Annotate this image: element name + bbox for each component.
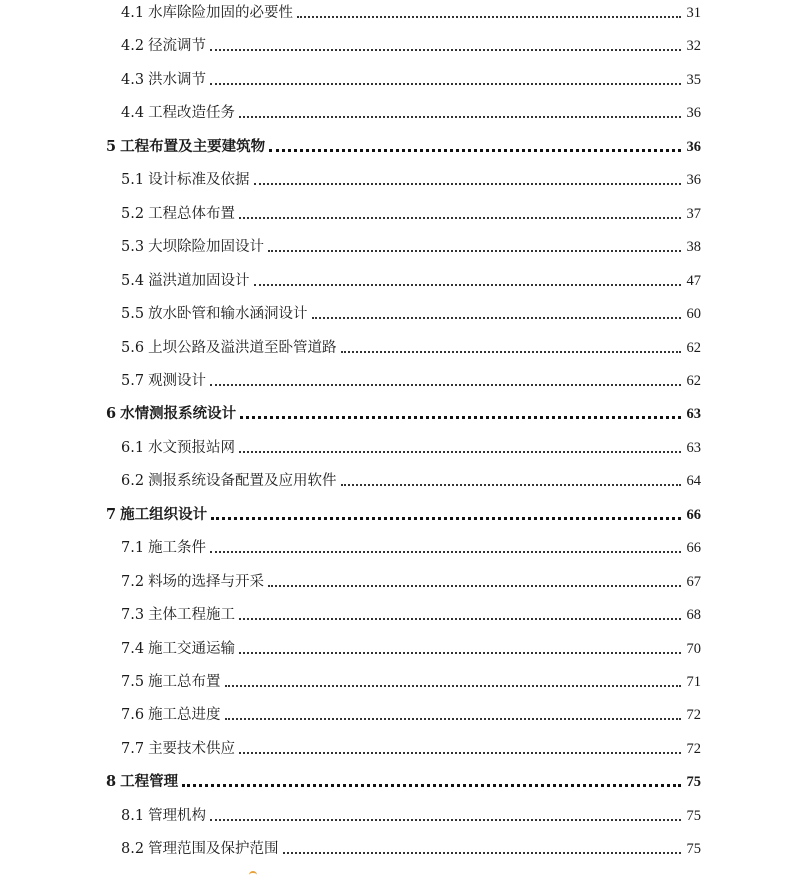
- dot-leader: [341, 351, 681, 353]
- toc-number: 4.3: [121, 71, 145, 88]
- toc-page-number: 62: [686, 339, 701, 356]
- toc-number: 8.2: [121, 841, 145, 858]
- toc-page-number: 31: [686, 5, 701, 21]
- toc-title: 溢洪道加固设计: [148, 272, 250, 289]
- toc-chapter-row: [0, 771, 791, 793]
- toc-number: 4.1: [121, 5, 145, 21]
- dot-leader: [283, 852, 681, 854]
- toc-page-number: 32: [686, 38, 701, 55]
- dot-leader: [210, 384, 681, 386]
- toc-number: 6.2: [121, 473, 145, 490]
- dot-leader: [239, 116, 681, 118]
- toc-number: 5.2: [121, 205, 145, 222]
- toc-entry-row: [0, 805, 791, 827]
- toc-entry-row: [0, 604, 791, 626]
- toc-page-number: 75: [686, 774, 701, 791]
- toc-title: 观测设计: [148, 372, 207, 389]
- toc-number: 5.4: [121, 272, 145, 289]
- toc-entry-row: [0, 537, 791, 559]
- dot-leader: [225, 718, 681, 720]
- toc-number: 7.7: [121, 740, 145, 757]
- toc-page-number: 38: [686, 239, 701, 256]
- toc-entry-row: [0, 437, 791, 459]
- toc-page-number: 36: [686, 138, 701, 155]
- toc-page-number: 67: [686, 573, 701, 590]
- toc-number: 7.2: [121, 573, 145, 590]
- toc-page-number: 60: [686, 306, 701, 323]
- dot-leader: [239, 652, 681, 654]
- toc-entry-row: [0, 370, 791, 392]
- toc-number: 6.1: [121, 439, 145, 456]
- toc-number: 5.6: [121, 339, 145, 356]
- toc-title: 施工交通运输: [148, 640, 236, 657]
- toc-page-number: 66: [686, 506, 701, 523]
- dot-leader: [210, 49, 681, 51]
- toc-entry-row: [0, 69, 791, 91]
- dot-leader: [269, 149, 681, 152]
- toc-number: 8: [106, 773, 117, 791]
- toc-entry-row: [0, 303, 791, 325]
- toc-title: 施工总进度: [148, 707, 221, 724]
- toc-entry-row: [0, 236, 791, 258]
- toc-number: 5.1: [121, 172, 145, 189]
- toc-page-number: 37: [686, 205, 701, 222]
- toc-page-number: 63: [686, 439, 701, 456]
- toc-number: 4.4: [121, 105, 145, 122]
- toc-title: 施工条件: [148, 540, 207, 557]
- dot-leader: [341, 484, 681, 486]
- toc-number: 7: [106, 505, 117, 523]
- toc-number: 5: [106, 137, 117, 155]
- toc-number: 5.5: [121, 306, 145, 323]
- toc-entry-row: [0, 470, 791, 492]
- dot-leader: [210, 551, 681, 553]
- toc-chapter-row: [0, 403, 791, 425]
- dot-leader: [239, 618, 681, 620]
- toc-entry-row: [0, 169, 791, 191]
- toc-title: 施工总布置: [148, 674, 221, 690]
- toc-title: 水库除险加固的必要性: [148, 5, 294, 21]
- toc-page-number: 71: [686, 674, 701, 690]
- toc-entry-row: [0, 35, 791, 57]
- toc-number: 5.3: [121, 239, 145, 256]
- toc-title: 洪水调节: [148, 71, 207, 88]
- toc-number: 7.3: [121, 607, 145, 624]
- toc-entry-row: [0, 2, 791, 24]
- toc-page-number: 36: [686, 172, 701, 189]
- stray-mark: [249, 871, 257, 879]
- dot-leader: [312, 317, 681, 319]
- toc-entry-row: [0, 571, 791, 593]
- toc-entry-row: [0, 270, 791, 292]
- dot-leader: [211, 517, 681, 520]
- dot-leader: [239, 451, 681, 453]
- toc-page-number: 47: [686, 272, 701, 289]
- dot-leader: [297, 16, 681, 18]
- toc-page-number: 72: [686, 740, 701, 757]
- toc-title: 水情测报系统设计: [120, 405, 237, 423]
- toc-entry-row: [0, 638, 791, 660]
- toc-title: 主体工程施工: [148, 607, 236, 624]
- toc-number: 5.7: [121, 372, 145, 389]
- toc-entry-row: [0, 838, 791, 860]
- toc-page-number: 36: [686, 105, 701, 122]
- toc-entry-row: [0, 337, 791, 359]
- toc-page-number: 35: [686, 71, 701, 88]
- toc-page-number: 66: [686, 540, 701, 557]
- toc-title: 料场的选择与开采: [148, 573, 265, 590]
- toc-page-number: 72: [686, 707, 701, 724]
- toc-title: 施工组织设计: [120, 505, 208, 523]
- toc-page-number: 64: [686, 473, 701, 490]
- dot-leader: [240, 416, 681, 419]
- toc-entry-row: [0, 704, 791, 726]
- toc-title: 水文预报站网: [148, 439, 236, 456]
- toc-number: 7.4: [121, 640, 145, 657]
- toc-page-number: 63: [686, 406, 701, 423]
- toc-page-number: 62: [686, 372, 701, 389]
- toc-page-number: 75: [686, 841, 701, 858]
- toc-entry-row: [0, 671, 791, 693]
- toc-chapter-row: [0, 504, 791, 526]
- dot-leader: [225, 685, 681, 687]
- dot-leader: [268, 585, 681, 587]
- toc-title: 上坝公路及溢洪道至卧管道路: [148, 339, 337, 356]
- toc-title: 放水卧管和输水涵洞设计: [148, 306, 308, 323]
- toc-title: 工程布置及主要建筑物: [120, 137, 266, 155]
- dot-leader: [239, 217, 681, 219]
- toc-title: 主要技术供应: [148, 740, 236, 757]
- toc-page-number: 68: [686, 607, 701, 624]
- dot-leader: [268, 250, 681, 252]
- toc-title: 设计标准及依据: [148, 172, 250, 189]
- toc-number: 4.2: [121, 38, 145, 55]
- toc-number: 7.6: [121, 707, 145, 724]
- dot-leader: [182, 784, 681, 787]
- dot-leader: [239, 752, 681, 754]
- toc-title: 管理机构: [148, 807, 207, 824]
- dot-leader: [254, 183, 681, 185]
- toc-page-number: 70: [686, 640, 701, 657]
- toc-title: 测报系统设备配置及应用软件: [148, 473, 337, 490]
- toc-entry-row: [0, 203, 791, 225]
- toc-title: 管理范围及保护范围: [148, 841, 279, 858]
- toc-entry-row: [0, 102, 791, 124]
- dot-leader: [210, 83, 681, 85]
- toc-page-number: 75: [686, 807, 701, 824]
- toc-title: 大坝除险加固设计: [148, 239, 265, 256]
- toc-number: 7.1: [121, 540, 145, 557]
- toc-number: 7.5: [121, 674, 145, 690]
- dot-leader: [210, 819, 681, 821]
- toc-title: 工程总体布置: [148, 205, 236, 222]
- toc-chapter-row: [0, 136, 791, 158]
- toc-title: 径流调节: [148, 38, 207, 55]
- dot-leader: [254, 284, 681, 286]
- toc-entry-row: [0, 738, 791, 760]
- toc-number: 8.1: [121, 807, 145, 824]
- toc-number: 6: [106, 405, 117, 423]
- toc-title: 工程改造任务: [148, 105, 236, 122]
- toc-title: 工程管理: [120, 773, 179, 791]
